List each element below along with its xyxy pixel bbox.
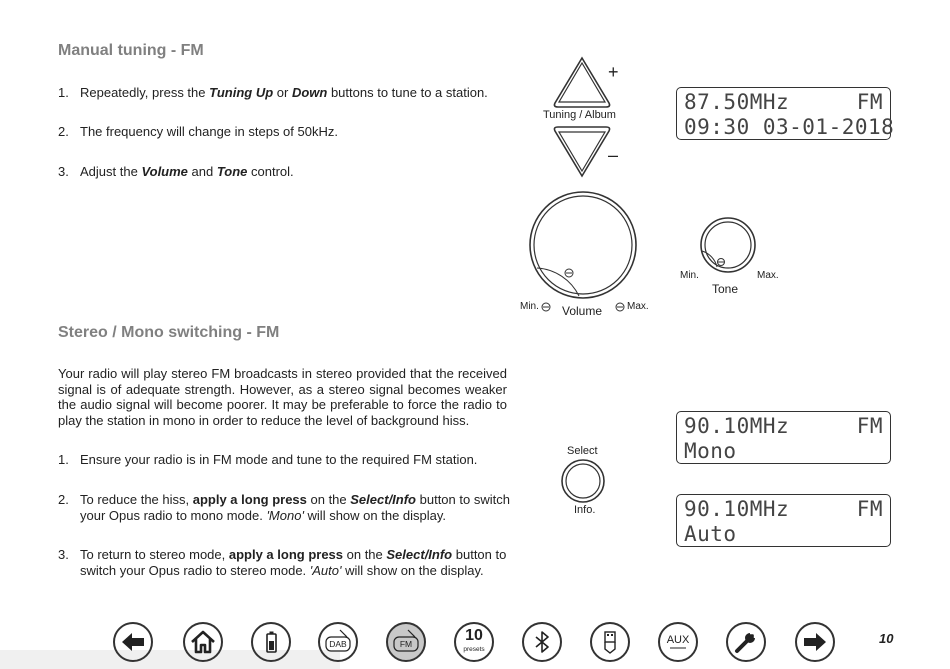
tone-label: Tone xyxy=(712,282,739,296)
select-label: Select xyxy=(567,445,598,457)
section-title-manual-tuning: Manual tuning - FM xyxy=(58,42,204,59)
usb-icon xyxy=(592,624,628,660)
lcd-display-mono: 90.10MHz FM Mono xyxy=(676,411,891,464)
tuning-down-button[interactable] xyxy=(554,127,609,176)
lcd-display-clock: 87.50MHz FM 09:30 03-01-2018 xyxy=(676,87,891,140)
step-s1: 1. Ensure your radio is in FM mode and tune to the required FM station. xyxy=(58,452,478,467)
nav-presets-button[interactable]: 10 presets xyxy=(454,622,494,662)
nav-settings-button[interactable] xyxy=(726,622,766,662)
tone-min-label: Min. xyxy=(680,270,699,281)
nav-forward-button[interactable] xyxy=(795,622,835,662)
forward-arrow-icon xyxy=(797,624,833,660)
page-number: 10 xyxy=(879,631,894,646)
section-title-stereo-mono: Stereo / Mono switching - FM xyxy=(58,324,280,341)
tuning-minus-sign: – xyxy=(608,145,619,165)
step-1: 1. Repeatedly, press the Tuning Up or Down buttons to tune to a station. xyxy=(58,85,488,100)
page-footer-shade xyxy=(0,650,340,669)
nav-aux-button[interactable] xyxy=(658,622,698,662)
volume-knob[interactable] xyxy=(530,192,636,311)
presets-icon: 10 xyxy=(465,627,483,644)
aux-icon: AUX xyxy=(666,634,690,646)
volume-max-label: Max. xyxy=(627,301,649,312)
nav-home-button[interactable] xyxy=(183,622,223,662)
nav-back-button[interactable] xyxy=(113,622,153,662)
battery-icon xyxy=(253,624,289,660)
nav-bluetooth-button[interactable] xyxy=(522,622,562,662)
step-3: 3. Adjust the Volume and Tone control. xyxy=(58,164,294,179)
select-info-button[interactable] xyxy=(562,460,604,502)
lcd-display-auto: 90.10MHz FM Auto xyxy=(676,494,891,547)
tone-knob[interactable] xyxy=(701,218,755,272)
tuning-label: Tuning / Album xyxy=(543,109,616,121)
step-2: 2. The frequency will change in steps of 50kHz. xyxy=(58,124,338,139)
wrench-icon xyxy=(728,624,764,660)
tone-max-label: Max. xyxy=(757,270,779,281)
intro-paragraph: Your radio will play stereo FM broadcasts in stereo provided that the received signal is of adequate strength. However, as a stereo signal becomes weaker the audio signal will become poorer. It may be preferable to force the radio to play the station in mono in order to reduce the level of background hiss. xyxy=(58,366,507,429)
step-s2: 2. To reduce the hiss, apply a long press on the Select/Info button to switch your Opus radio to mono mode. 'Mono' will show on the display. xyxy=(58,492,510,523)
home-icon xyxy=(185,624,221,660)
volume-label: Volume xyxy=(562,304,603,318)
bluetooth-icon xyxy=(524,624,560,660)
volume-min-label: Min. xyxy=(520,301,539,312)
step-s3: 3. To return to stereo mode, apply a long press on the Select/Info button to switch your Opus radio to stereo mode. 'Auto' will show on the display. xyxy=(58,547,507,578)
tuning-plus-sign: + xyxy=(608,62,619,82)
nav-usb-button[interactable] xyxy=(590,622,630,662)
nav-battery-button[interactable] xyxy=(251,622,291,662)
nav-dab-button[interactable]: DAB xyxy=(318,622,358,662)
nav-fm-button[interactable]: FM xyxy=(386,622,426,662)
info-label: Info. xyxy=(574,504,596,516)
back-arrow-icon xyxy=(115,624,151,660)
tuning-up-button[interactable] xyxy=(554,58,609,107)
